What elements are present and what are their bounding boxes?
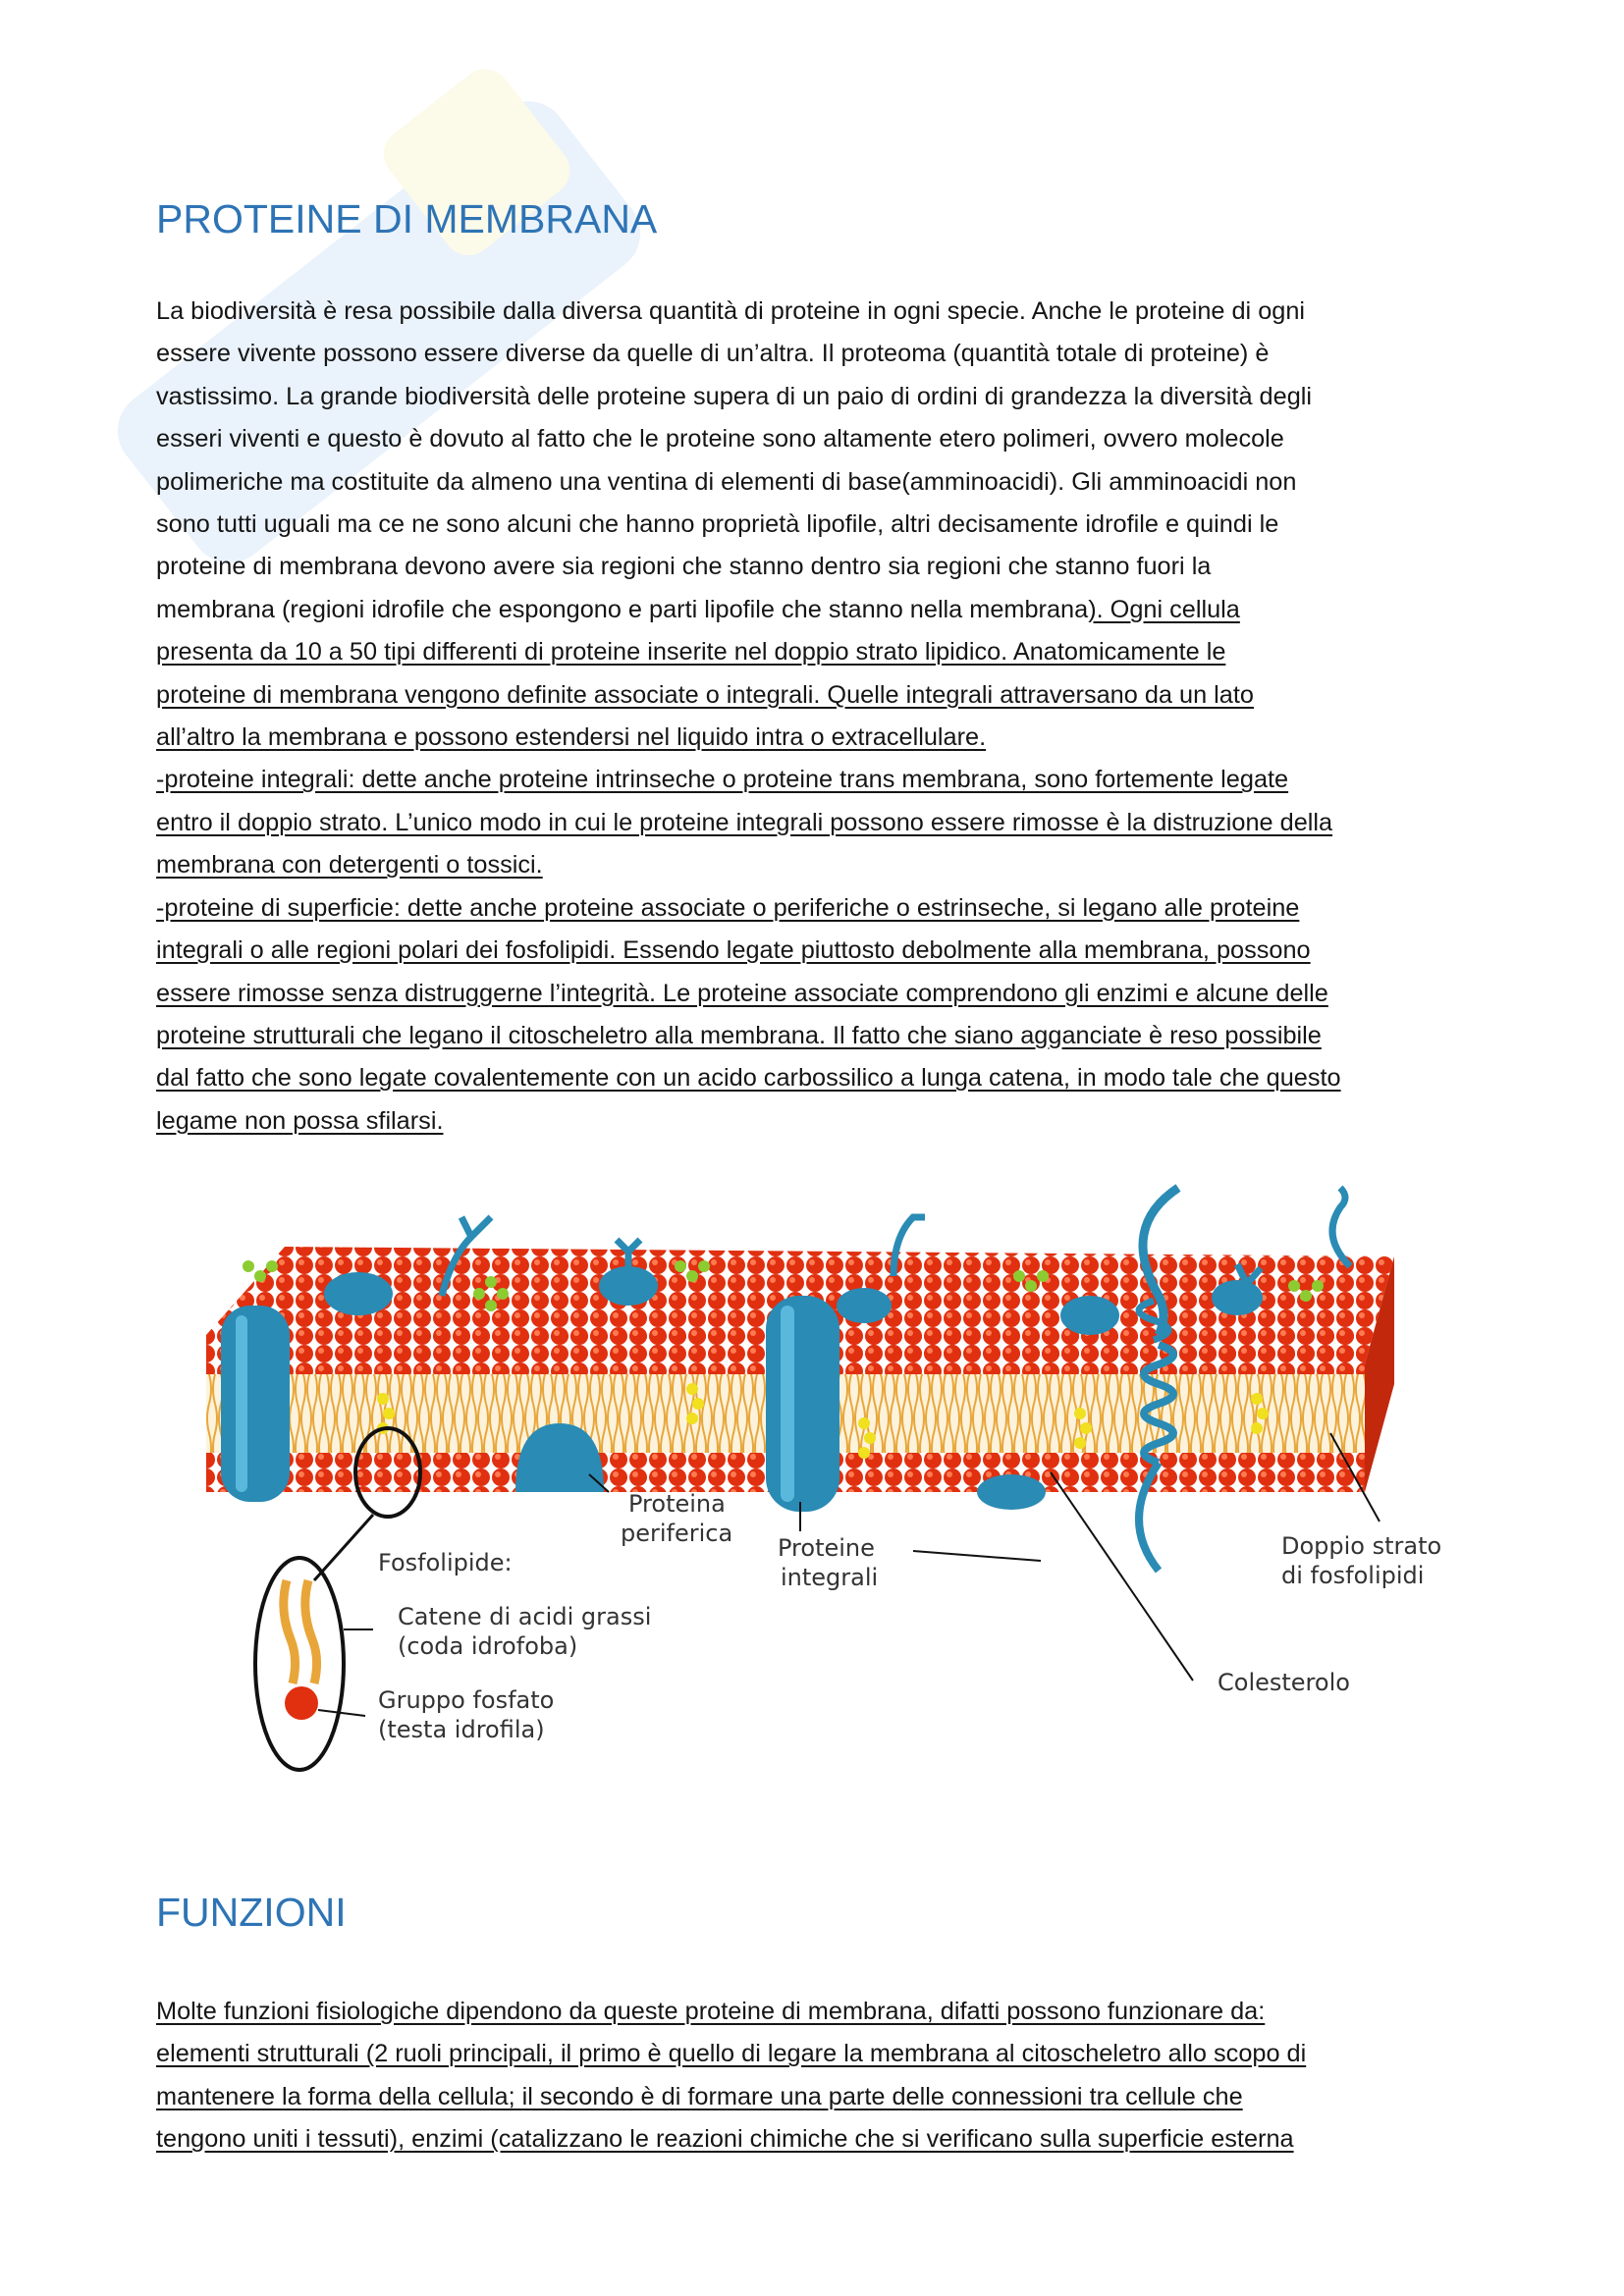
text-line-underlined: Molte funzioni fisiologiche dipendono da queste proteine di membrana, difatti possono funzionare da: (156, 1998, 1266, 2025)
text-line-underlined: essere rimosse senza distruggerne l’integrità. Le proteine associate comprendono gli enzimi e alcune delle (156, 979, 1328, 1007)
label-proteina-periferica-1: Proteina (628, 1490, 726, 1518)
text-line: vastissimo. La grande biodiversità delle proteine supera di un paio di ordini di grandezza la diversità degli (156, 382, 1312, 410)
text-line-underlined: membrana con detergenti o tossici. (156, 851, 543, 880)
membrane-illustration (177, 1168, 1453, 1777)
label-proteina-periferica-2: periferica (621, 1520, 733, 1547)
text-line-underlined: integrali o alle regioni polari dei fosfolipidi. Essendo legate piuttosto debolmente alla membrana, possono (156, 936, 1311, 965)
text-line: esseri viventi e questo è dovuto al fatto che le proteine sono altamente etero polimeri, ovvero molecole (156, 425, 1284, 454)
label-catene-2: (coda idrofoba) (398, 1632, 578, 1660)
text-line-underlined: -proteine di superficie: dette anche proteine associate o periferiche o estrinseche, si legano alle proteine (156, 893, 1300, 922)
label-proteine-integrali-1: Proteine (778, 1534, 875, 1562)
functions-paragraph (156, 1991, 1491, 2162)
label-proteine-integrali-2: integrali (781, 1564, 879, 1591)
text-line-underlined: legame non possa sfilarsi. (156, 1106, 444, 1135)
text-line-underlined: mantenere la forma della cellula; il secondo è di formare una parte delle connessioni tra cellule che (156, 2082, 1243, 2110)
text-line: La biodiversità è resa possibile dalla diversa quantità di proteine in ogni specie. Anche le proteine di ogni (156, 297, 1306, 325)
text-underlined-part: ). Ogni cellula (1088, 595, 1240, 623)
text-line-underlined: elementi strutturali (2 ruoli principali, il primo è quello di legare la membrana al citoscheletro allo scopo di (156, 2040, 1307, 2068)
text-line-underlined: tengono uniti i tessuti), enzimi (catalizzano le reazioni chimiche che si verificano sulla superficie esterna (156, 2125, 1294, 2154)
intro-paragraph (156, 291, 1491, 1143)
membrane-diagram (177, 1168, 1453, 1777)
page-title: PROTEINE DI MEMBRANA (156, 196, 658, 241)
text-line-underlined: proteine strutturali che legano il citoscheletro alla membrana. Il fatto che siano agganciate è reso possibile (156, 1021, 1322, 1049)
label-gruppo-1: Gruppo fosfato (378, 1686, 555, 1714)
label-catene-1: Catene di acidi grassi (398, 1603, 652, 1630)
label-doppio-strato-2: di fosfolipidi (1281, 1562, 1425, 1589)
integral-protein-center (766, 1296, 839, 1512)
text-line-underlined: proteine di membrana vengono definite associate o integrali. Quelle integrali attraversano da un lato (156, 680, 1254, 709)
text-line: sono tutti uguali ma ce ne sono alcuni che hanno proprietà lipofile, altri decisamente idrofile e quindi le (156, 510, 1279, 539)
text-line: proteine di membrana devono avere sia regioni che stanno dentro sia regioni che stanno fuori la (156, 553, 1212, 581)
text-line: polimeriche ma costituite da almeno una ventina di elementi di base(amminoacidi). Gli amminoacidi non (156, 467, 1297, 496)
text-line: essere vivente possono essere diverse da quelle di un’altra. Il proteoma (quantità totale di proteine) è (156, 340, 1270, 368)
text-line-underlined: presenta da 10 a 50 tipi differenti di proteine inserite nel doppio strato lipidico. Anatomicamente le (156, 638, 1226, 667)
text-line-underlined: -proteine integrali: dette anche proteine intrinseche o proteine trans membrana, sono fortemente legate (156, 766, 1289, 794)
text-line-underlined: entro il doppio strato. L’unico modo in cui le proteine integrali possono essere rimosse è la distruzione della (156, 808, 1333, 836)
label-fosfolipide: Fosfolipide: (378, 1549, 513, 1576)
label-doppio-strato-1: Doppio strato (1281, 1532, 1442, 1560)
text-plain-part: membrana (regioni idrofile che espongono e parti lipofile che stanno nella membrana (156, 595, 1089, 623)
label-colesterolo: Colesterolo (1218, 1669, 1350, 1696)
text-line-underlined: all’altro la membrana e possono estendersi nel liquido intra o extracellulare. (156, 723, 987, 752)
section-heading-funzioni: FUNZIONI (156, 1890, 347, 1935)
text-line-mixed (156, 589, 1491, 631)
text-line-underlined: dal fatto che sono legate covalentemente con un acido carbossilico a lunga catena, in modo tale che questo (156, 1064, 1341, 1093)
label-gruppo-2: (testa idrofila) (378, 1716, 545, 1743)
integral-protein-left (221, 1306, 290, 1502)
